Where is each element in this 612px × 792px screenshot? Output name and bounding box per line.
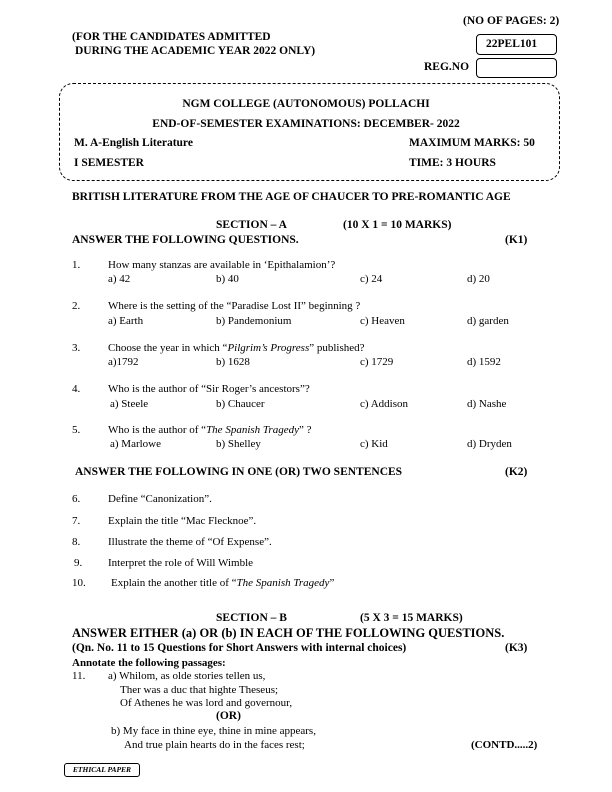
reg-no-field[interactable]	[476, 58, 557, 78]
option-a: a) Marlowe	[110, 438, 162, 450]
option-a: a) Earth	[108, 315, 144, 327]
question-text: Choose the year in which “Pilgrim’s Progress” published?	[108, 342, 365, 354]
section-b-title: SECTION – B	[216, 612, 287, 624]
question-text: Who is the author of “Sir Roger’s ancestors”?	[108, 383, 310, 395]
or-separator: (OR)	[216, 710, 241, 722]
section-a-marks: (10 X 1 = 10 MARKS)	[343, 219, 452, 231]
question-number: 3.	[72, 342, 81, 354]
question-text: Who is the author of “The Spanish Tragedy” ?	[108, 424, 312, 436]
option-d: d) 20	[467, 273, 490, 285]
reg-no-label: REG.NO	[424, 61, 470, 73]
section-a-title: SECTION – A	[216, 219, 287, 231]
question-text: Illustrate the theme of “Of Expense”.	[108, 536, 272, 548]
ethical-paper-stamp: ETHICAL PAPER	[64, 763, 140, 777]
option-c: c) Kid	[360, 438, 388, 450]
question-number: 5.	[72, 424, 81, 436]
exam-time: TIME: 3 HOURS	[409, 157, 496, 169]
section-b-level: (K3)	[505, 642, 528, 654]
question-text: Explain the title “Mac Flecknoe”.	[108, 515, 257, 527]
subject-code-box	[476, 34, 557, 55]
option-c: c) Heaven	[360, 315, 405, 327]
option-d: d) garden	[467, 315, 509, 327]
candidates-line2: DURING THE ACADEMIC YEAR 2022 ONLY)	[75, 45, 316, 57]
option-d: d) Nashe	[467, 398, 507, 410]
passage-b-line: And true plain hearts do in the faces rest;	[124, 739, 305, 751]
section-b-subinstruction: (Qn. No. 11 to 15 Questions for Short Answers with internal choices)	[72, 642, 407, 654]
page-count: (NO OF PAGES: 2)	[463, 15, 560, 27]
section-a-instruction: ANSWER THE FOLLOWING QUESTIONS.	[72, 234, 299, 246]
college-name: NGM COLLEGE (AUTONOMOUS) POLLACHI	[182, 98, 430, 110]
option-b: b) 1628	[216, 356, 250, 368]
question-number: 7.	[72, 515, 81, 527]
question-number: 9.	[74, 557, 83, 569]
section-b-marks: (5 X 3 = 15 MARKS)	[360, 612, 463, 624]
question-number: 6.	[72, 493, 81, 505]
option-d: d) Dryden	[467, 438, 512, 450]
section-b-instruction: ANSWER EITHER (a) OR (b) IN EACH OF THE FOLLOWING QUESTIONS.	[72, 626, 505, 640]
question-number: 4.	[72, 383, 81, 395]
option-a: a) 42	[108, 273, 131, 285]
option-b: b) 40	[216, 273, 239, 285]
option-a: a)1792	[108, 356, 139, 368]
question-text: Define “Canonization”.	[108, 493, 212, 505]
max-marks: MAXIMUM MARKS: 50	[409, 137, 535, 149]
passage-a-line: Of Athenes he was lord and governour,	[120, 697, 293, 709]
annotate-instruction: Annotate the following passages:	[72, 657, 226, 669]
option-c: c) Addison	[360, 398, 408, 410]
passage-b-line: b) My face in thine eye, thine in mine appears,	[111, 725, 316, 737]
option-c: c) 24	[360, 273, 383, 285]
option-b: b) Shelley	[216, 438, 261, 450]
short-answer-level: (K2)	[505, 466, 528, 478]
question-number: 11.	[72, 670, 86, 682]
subject-code: 22PEL101	[486, 38, 538, 50]
option-b: b) Pandemonium	[216, 315, 292, 327]
question-text: How many stanzas are available in ‘Epithalamion’?	[108, 259, 336, 271]
option-a: a) Steele	[110, 398, 149, 410]
question-text: Explain the another title of “The Spanish Tragedy”	[111, 577, 335, 589]
semester: I SEMESTER	[74, 157, 144, 169]
section-a-level: (K1)	[505, 234, 528, 246]
question-number: 8.	[72, 536, 81, 548]
question-number: 1.	[72, 259, 81, 271]
question-number: 10.	[72, 577, 86, 589]
exam-name: END-OF-SEMESTER EXAMINATIONS: DECEMBER- 2022	[152, 118, 460, 130]
passage-a-line: Ther was a duc that highte Theseus;	[120, 684, 279, 696]
paper-title: BRITISH LITERATURE FROM THE AGE OF CHAUCER TO PRE-ROMANTIC AGE	[72, 191, 511, 203]
question-text: Where is the setting of the “Paradise Lost II” beginning ?	[108, 300, 361, 312]
question-number: 2.	[72, 300, 81, 312]
option-b: b) Chaucer	[216, 398, 265, 410]
continued-note: (CONTD.....2)	[471, 739, 538, 751]
question-text: Interpret the role of Will Wimble	[108, 557, 254, 569]
passage-a-line: a) Whilom, as olde stories tellen us,	[108, 670, 266, 682]
option-c: c) 1729	[360, 356, 394, 368]
candidates-line1: (FOR THE CANDIDATES ADMITTED	[72, 31, 271, 43]
option-d: d) 1592	[467, 356, 501, 368]
short-answer-instruction: ANSWER THE FOLLOWING IN ONE (OR) TWO SENTENCES	[75, 466, 403, 478]
program: M. A-English Literature	[74, 137, 193, 149]
